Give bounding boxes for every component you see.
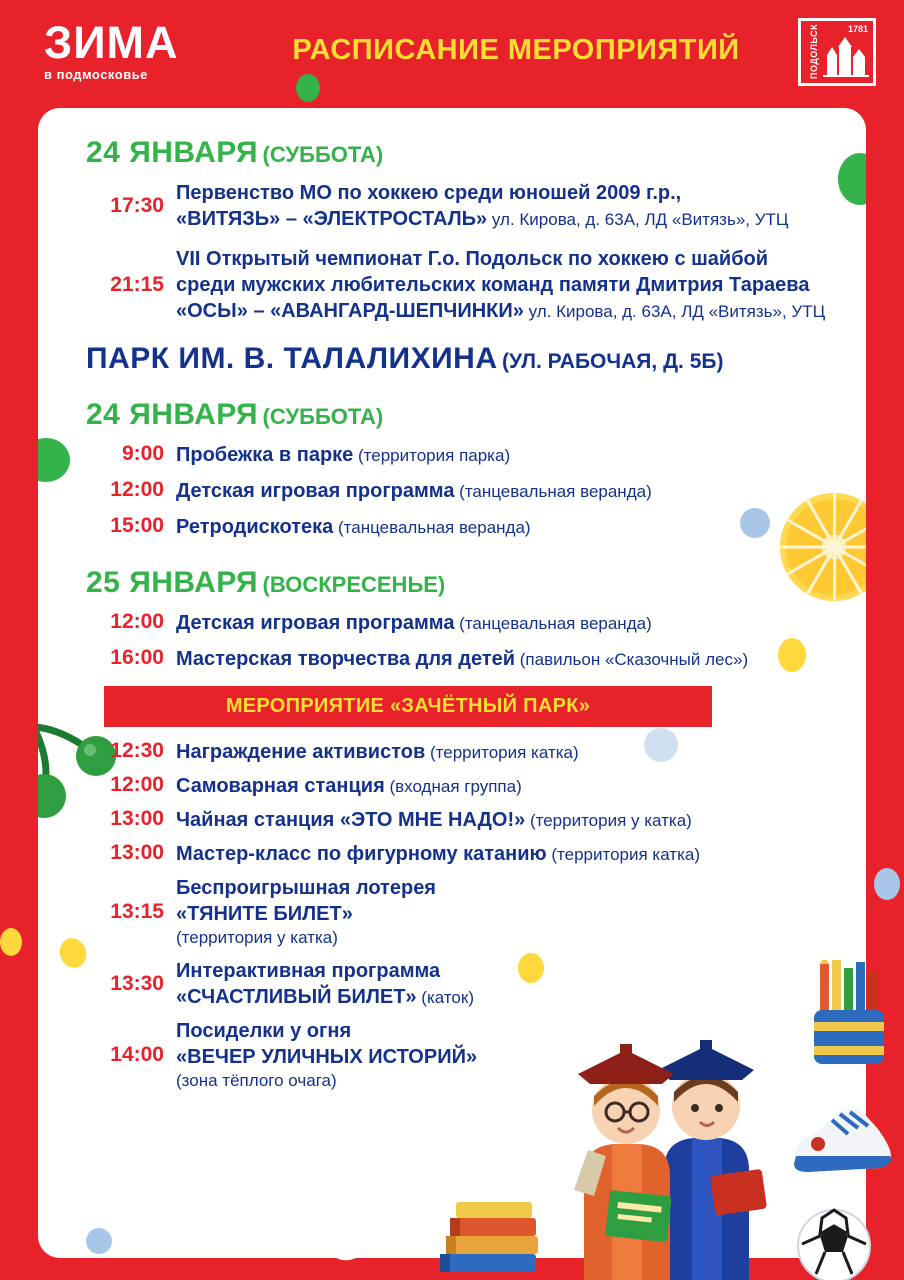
event-body bbox=[176, 773, 832, 799]
event-subtitle: «ВИТЯЗЬ» – «ЭЛЕКТРОСТАЛЬ» bbox=[176, 208, 488, 230]
event-body bbox=[176, 739, 832, 765]
event-venue: (каток) bbox=[416, 987, 474, 1007]
event-body bbox=[176, 610, 832, 636]
weekday-label: (СУББОТА) bbox=[262, 142, 384, 167]
event-time: 12:30 bbox=[110, 739, 164, 762]
event-venue: (территория катка) bbox=[425, 743, 579, 762]
event-title: Награждение активистов bbox=[176, 741, 426, 763]
section-date-heading-1 bbox=[86, 136, 832, 170]
event-time: 13:00 bbox=[110, 807, 164, 830]
event-row bbox=[72, 610, 832, 636]
page-title: РАСПИСАНИЕ МЕРОПРИЯТИЙ bbox=[292, 33, 740, 66]
section-date-heading-3 bbox=[86, 566, 832, 600]
event-title: Мастерская творчества для детей bbox=[176, 648, 516, 670]
event-time: 17:30 bbox=[110, 194, 164, 217]
decor-green-dot-top bbox=[296, 74, 320, 102]
event-body bbox=[176, 514, 832, 540]
weekday-label: (ВОСКРЕСЕНЬЕ) bbox=[262, 572, 446, 597]
event-title: Первенство МО по хоккею среди юношей 2009 г.р., bbox=[176, 182, 682, 204]
event-venue: (танцевальная веранда) bbox=[454, 482, 652, 501]
event-title: Чайная станция «ЭТО МНЕ НАДО!» bbox=[176, 809, 526, 831]
event-venue: (павильон «Сказочный лес») bbox=[515, 650, 749, 669]
event-title-cont: среди мужских любительских команд памяти Дмитрия Тараева bbox=[176, 274, 810, 296]
event-row bbox=[72, 841, 832, 867]
event-time: 12:00 bbox=[110, 773, 164, 796]
event-row bbox=[72, 875, 832, 950]
schedule-content bbox=[38, 108, 866, 1093]
event-time: 16:00 bbox=[110, 646, 164, 669]
event-row bbox=[72, 514, 832, 540]
event-title: Беспроигрышная лотерея bbox=[176, 877, 436, 899]
event-row bbox=[72, 478, 832, 504]
event-subtitle: «ТЯНИТЕ БИЛЕТ» bbox=[176, 903, 353, 925]
date-label: 24 ЯНВАРЯ bbox=[86, 136, 259, 169]
decor-blue-dot-right bbox=[874, 868, 900, 900]
event-body bbox=[176, 646, 832, 672]
event-venue: ул. Кирова, д. 63А, ЛД «Витязь», УТЦ bbox=[487, 210, 789, 229]
logo-zima bbox=[28, 16, 196, 82]
logo-main-text: ЗИМА bbox=[44, 16, 179, 68]
event-row bbox=[72, 180, 832, 232]
event-venue: (территория у катка) bbox=[525, 811, 692, 830]
event-time: 15:00 bbox=[110, 514, 164, 537]
event-title: Детская игровая программа bbox=[176, 480, 455, 502]
event-subtitle: «СЧАСТЛИВЫЙ БИЛЕТ» bbox=[176, 985, 417, 1008]
place-address: (УЛ. РАБОЧАЯ, Д. 5Б) bbox=[501, 350, 724, 373]
event-title: Посиделки у огня bbox=[176, 1019, 352, 1042]
event-title: VII Открытый чемпионат Г.о. Подольск по хоккею с шайбой bbox=[176, 248, 769, 270]
event-row bbox=[72, 246, 832, 324]
event-body bbox=[176, 478, 832, 504]
event-time: 12:00 bbox=[110, 610, 164, 633]
pencils-cup-illustration bbox=[806, 960, 892, 1068]
place-name: ПАРК ИМ. В. ТАЛАЛИХИНА bbox=[86, 342, 498, 375]
event-row bbox=[72, 773, 832, 799]
page-header bbox=[0, 0, 904, 100]
event-venue: (танцевальная веранда) bbox=[454, 614, 652, 633]
event-venue: (входная группа) bbox=[384, 777, 522, 796]
event-time: 9:00 bbox=[121, 442, 164, 465]
event-body bbox=[176, 246, 832, 324]
place-heading bbox=[86, 342, 832, 376]
weekday-label: (СУББОТА) bbox=[262, 404, 384, 429]
section-date-heading-2 bbox=[86, 398, 832, 432]
logo-sub-text: в подмосковье bbox=[44, 66, 148, 82]
event-body bbox=[176, 180, 832, 232]
event-title: Ретродискотека bbox=[176, 516, 334, 538]
event-venue: (территория у катка) bbox=[176, 928, 338, 947]
event-time: 13:30 bbox=[110, 971, 164, 995]
kids-illustration bbox=[514, 980, 784, 1280]
event-time: 12:00 bbox=[110, 478, 164, 501]
event-title: Интерактивная программа bbox=[176, 959, 441, 982]
crest-city-label: ПОДОЛЬСК bbox=[809, 23, 819, 79]
soccer-ball-illustration bbox=[794, 1200, 874, 1280]
event-subtitle: «ОСЫ» – «АВАНГАРД-ШЕПЧИНКИ» bbox=[176, 300, 524, 322]
event-time: 13:00 bbox=[110, 841, 164, 864]
crest-year-label: 1781 bbox=[847, 24, 868, 34]
event-title: Мастер-класс по фигурному катанию bbox=[176, 843, 547, 865]
event-row bbox=[72, 646, 832, 672]
event-row bbox=[72, 442, 832, 468]
decor-blue-dot-bottom bbox=[86, 1228, 112, 1254]
date-label: 24 ЯНВАРЯ bbox=[86, 398, 259, 431]
event-venue: (территория катка) bbox=[546, 845, 701, 864]
date-label: 25 ЯНВАРЯ bbox=[86, 566, 259, 599]
event-body bbox=[176, 841, 832, 867]
event-subtitle: «ВЕЧЕР УЛИЧНЫХ ИСТОРИЙ» bbox=[176, 1045, 478, 1068]
event-time: 13:15 bbox=[110, 900, 164, 924]
event-body bbox=[176, 807, 832, 833]
event-venue: (танцевальная веранда) bbox=[333, 518, 531, 537]
sneaker-illustration bbox=[788, 1094, 898, 1184]
event-venue: (зона тёплого очага) bbox=[176, 1070, 337, 1090]
event-row bbox=[72, 739, 832, 765]
event-time: 21:15 bbox=[110, 273, 164, 296]
event-venue: ул. Кирова, д. 63А, ЛД «Витязь», УТЦ bbox=[523, 302, 826, 321]
podolsk-crest bbox=[798, 18, 876, 86]
event-time: 14:00 bbox=[110, 1043, 164, 1067]
event-title: Самоварная станция bbox=[176, 775, 385, 797]
event-banner: МЕРОПРИЯТИЕ «ЗАЧЁТНЫЙ ПАРК» bbox=[104, 686, 712, 727]
decor-yellow-dot-left bbox=[0, 928, 22, 956]
crest-tower-icon bbox=[823, 33, 869, 77]
event-title: Детская игровая программа bbox=[176, 612, 455, 634]
event-body bbox=[176, 875, 832, 950]
event-venue: (территория парка) bbox=[353, 446, 511, 465]
event-row bbox=[72, 807, 832, 833]
event-body bbox=[176, 442, 832, 468]
event-title: Пробежка в парке bbox=[176, 444, 354, 466]
